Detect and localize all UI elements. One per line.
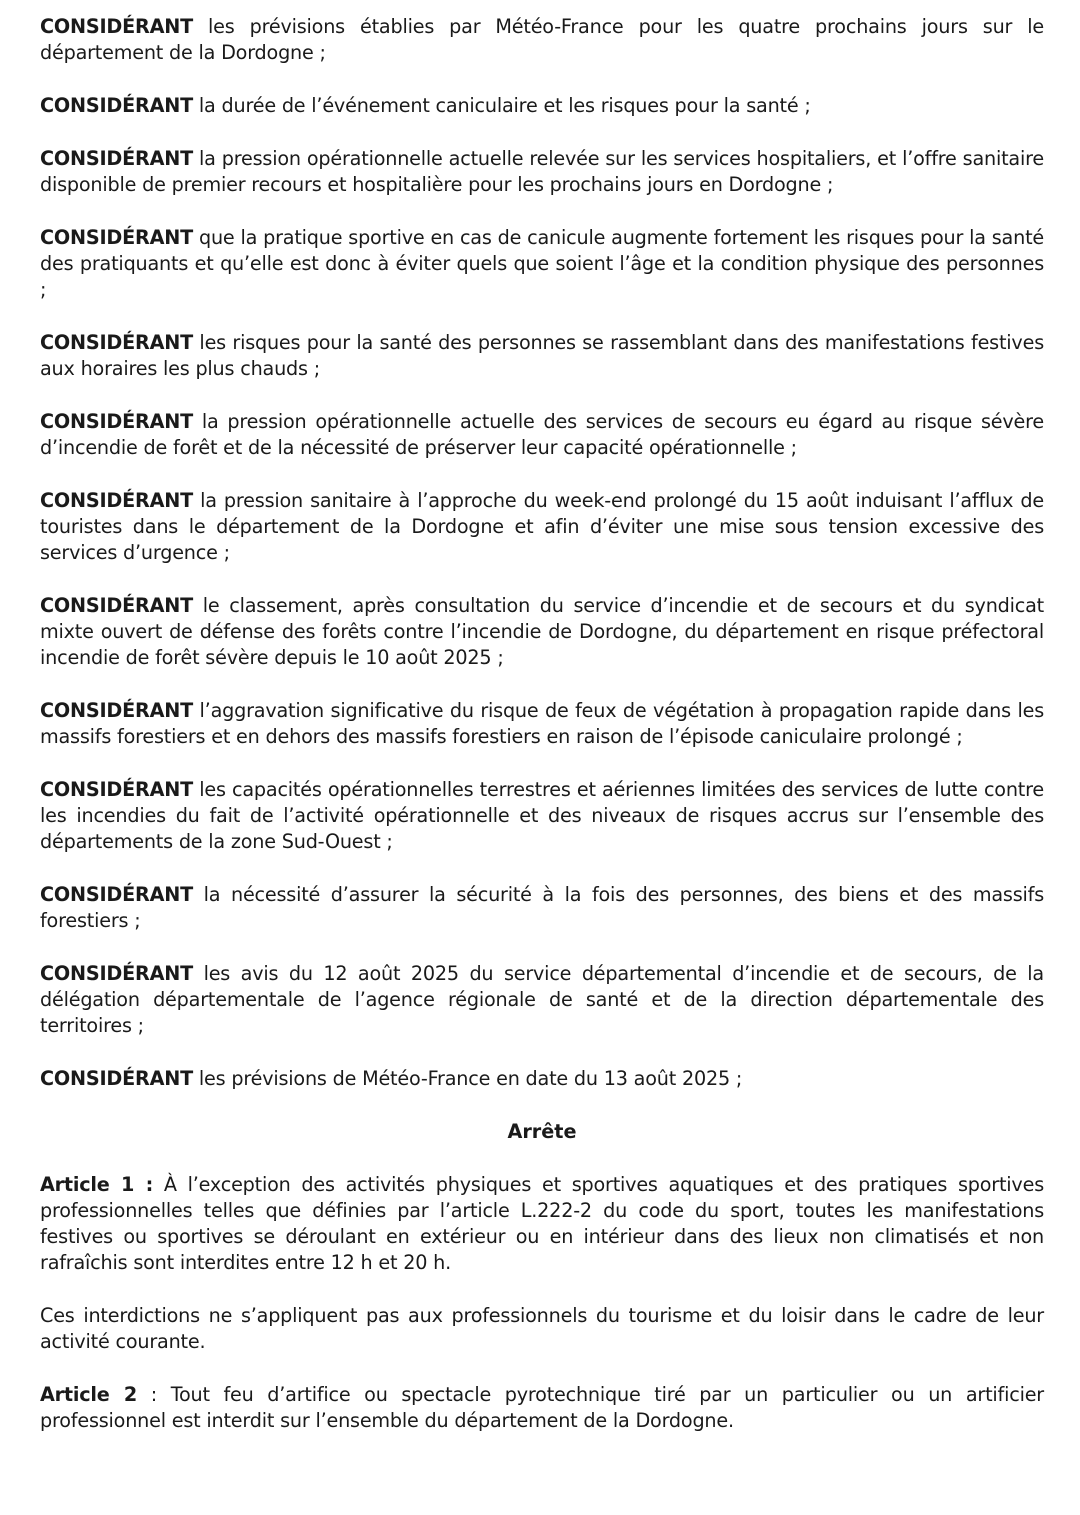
considerant-paragraph xyxy=(40,330,1044,382)
considerant-text: les capacités opérationnelles terrestres et aériennes limitées des services de lutte contre les incendies du fait de l’activité opérationnelle et des niveaux de risques accrus sur l’ensemble des départements de la zone Sud-Ouest ; xyxy=(40,778,1044,853)
considerant-text: la pression sanitaire à l’approche du week-end prolongé du 15 août induisant l’afflux de touristes dans le département de la Dordogne et afin d’éviter une mise sous tension excessive des services d’urgence ; xyxy=(40,489,1044,564)
considerant-paragraph xyxy=(40,1066,1044,1092)
considerant-keyword: CONSIDÉRANT xyxy=(40,94,194,117)
considerant-text: les avis du 12 août 2025 du service départemental d’incendie et de secours, de la délégation départementale de l’agence régionale de santé et de la direction départementale des territoires ; xyxy=(40,962,1044,1037)
considerant-paragraph xyxy=(40,698,1044,750)
considerant-paragraph xyxy=(40,593,1044,671)
considerant-keyword: CONSIDÉRANT xyxy=(40,489,194,512)
considerant-text: la pression opérationnelle actuelle relevée sur les services hospitaliers, et l’offre sanitaire disponible de premier recours et hospitalière pour les prochains jours en Dordogne ; xyxy=(40,147,1044,196)
article-2 xyxy=(40,1382,1044,1434)
considerant-text: la pression opérationnelle actuelle des services de secours eu égard au risque sévère d’incendie de forêt et de la nécessité de préserver leur capacité opérationnelle ; xyxy=(40,410,1044,459)
article-1-label: Article 1 : xyxy=(40,1173,154,1196)
considerant-paragraph xyxy=(40,488,1044,566)
considerant-text: la durée de l’événement caniculaire et les risques pour la santé ; xyxy=(193,94,811,117)
considerant-text: la nécessité d’assurer la sécurité à la fois des personnes, des biens et des massifs forestiers ; xyxy=(40,883,1044,932)
considerant-paragraph xyxy=(40,882,1044,934)
considerant-text: que la pratique sportive en cas de canicule augmente fortement les risques pour la santé des pratiquants et qu’elle est donc à éviter quels que soient l’âge et la condition physique des personnes ; xyxy=(40,226,1044,301)
considerant-paragraph xyxy=(40,146,1044,198)
considerant-keyword: CONSIDÉRANT xyxy=(40,410,194,433)
considerant-paragraph xyxy=(40,409,1044,461)
document-page xyxy=(40,14,1044,1461)
considerant-keyword: CONSIDÉRANT xyxy=(40,226,194,249)
considerant-paragraph xyxy=(40,777,1044,855)
considerant-text: les risques pour la santé des personnes se rassemblant dans des manifestations festives aux horaires les plus chauds ; xyxy=(40,331,1044,380)
considerant-keyword: CONSIDÉRANT xyxy=(40,594,194,617)
considerant-paragraph xyxy=(40,93,1044,119)
considerant-keyword: CONSIDÉRANT xyxy=(40,883,194,906)
article-2-text: : Tout feu d’artifice ou spectacle pyrotechnique tiré par un particulier ou un artificier professionnel est interdit sur l’ensemble du département de la Dordogne. xyxy=(40,1383,1044,1432)
considerant-paragraph xyxy=(40,14,1044,66)
article-1-text: À l’exception des activités physiques et sportives aquatiques et des pratiques sportives professionnelles telles que définies par l’article L.222-2 du code du sport, toutes les manifestations festives ou sportives se déroulant en extérieur ou en intérieur dans des lieux non climatisés et non rafraîchis sont interdites entre 12 h et 20 h. xyxy=(40,1173,1044,1274)
decree-heading: Arrête xyxy=(507,1120,577,1143)
considerant-keyword: CONSIDÉRANT xyxy=(40,778,194,801)
article-2-label: Article 2 xyxy=(40,1383,138,1406)
considerant-keyword: CONSIDÉRANT xyxy=(40,147,194,170)
considerant-keyword: CONSIDÉRANT xyxy=(40,962,194,985)
considerant-keyword: CONSIDÉRANT xyxy=(40,15,194,38)
considerant-keyword: CONSIDÉRANT xyxy=(40,1067,194,1090)
considerant-keyword: CONSIDÉRANT xyxy=(40,331,194,354)
considerant-keyword: CONSIDÉRANT xyxy=(40,699,194,722)
article-1-note: Ces interdictions ne s’appliquent pas aux professionnels du tourisme et du loisir dans le cadre de leur activité courante. xyxy=(40,1304,1044,1353)
article-1 xyxy=(40,1172,1044,1276)
considerant-text: les prévisions établies par Météo-France pour les quatre prochains jours sur le département de la Dordogne ; xyxy=(40,15,1044,64)
considerant-text: le classement, après consultation du service d’incendie et de secours et du syndicat mixte ouvert de défense des forêts contre l’incendie de Dordogne, du département en risque préfectoral incendie de forêt sévère depuis le 10 août 2025 ; xyxy=(40,594,1044,669)
considerant-paragraph xyxy=(40,225,1044,303)
considerant-text: l’aggravation significative du risque de feux de végétation à propagation rapide dans les massifs forestiers et en dehors des massifs forestiers en raison de l’épisode caniculaire prolongé ; xyxy=(40,699,1044,748)
considerant-text: les prévisions de Météo-France en date du 13 août 2025 ; xyxy=(193,1067,743,1090)
considerant-paragraph xyxy=(40,961,1044,1039)
